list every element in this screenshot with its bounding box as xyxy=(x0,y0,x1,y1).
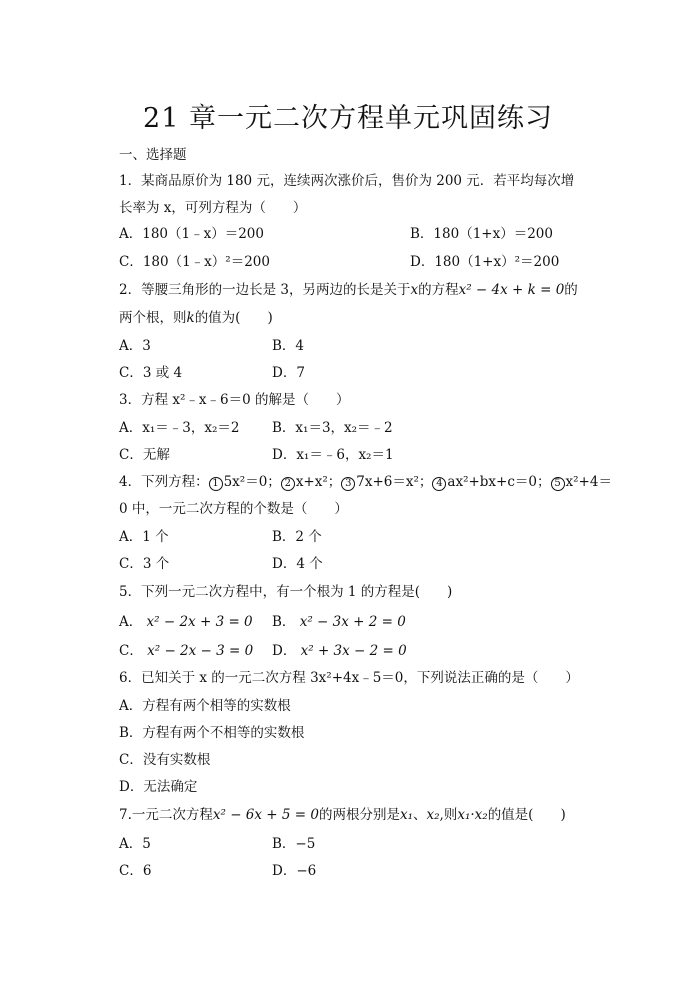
q3-stem: 3．方程 x²﹣x﹣6＝0 的解是（ ） xyxy=(119,392,350,408)
q2-option-a: A．3 xyxy=(119,338,151,354)
q2-stem-line1 xyxy=(119,281,578,299)
q4-stem-text: 4．下列方程： xyxy=(119,474,209,490)
q5-option-label: B． xyxy=(272,614,296,630)
q2-stem-text: 的方程 xyxy=(418,282,459,298)
q7-option-a: A．5 xyxy=(119,836,151,852)
q7-stem xyxy=(119,806,566,824)
q7-stem-text: 7.一元二次方程 xyxy=(119,807,213,823)
q5-option-d xyxy=(272,642,407,660)
q7-option-d: D．−6 xyxy=(272,863,317,879)
q5-option-a-equation: x² − 2x + 3 = 0 xyxy=(146,614,253,630)
section-heading: 一、选择题 xyxy=(119,147,187,163)
circled-number-3: 3 xyxy=(341,477,355,491)
q2-option-d: D．7 xyxy=(272,365,305,381)
q6-option-c: C．没有实数根 xyxy=(119,752,211,768)
page-title: 21 章一元二次方程单元巩固练习 xyxy=(143,103,553,134)
q5-option-d-equation: x² + 3x − 2 = 0 xyxy=(300,643,407,659)
q6-stem: 6．已知关于 x 的一元二次方程 3x²+4x﹣5＝0，下列说法正确的是（ ） xyxy=(119,670,579,686)
circled-number-1: 1 xyxy=(209,477,223,491)
q6-option-a: A．方程有两个相等的实数根 xyxy=(119,698,291,714)
q1-option-c: C．180（1﹣x）²＝200 xyxy=(119,254,270,270)
q7-product: x₁·x₂ xyxy=(457,807,488,823)
q4-option-d: D．4 个 xyxy=(272,556,323,572)
q5-option-c xyxy=(119,642,253,660)
q3-option-d: D．x₁＝﹣6，x₂＝1 xyxy=(272,447,394,463)
q5-option-b xyxy=(272,613,406,631)
q7-stem-text: ,则 xyxy=(439,807,458,823)
q1-stem-line2: 长率为 x，可列方程为（ ） xyxy=(119,200,307,216)
q2-option-b: B．4 xyxy=(272,338,305,354)
q5-option-label: D． xyxy=(272,643,297,659)
q1-option-b: B．180（1+x）＝200 xyxy=(410,226,553,242)
q3-option-c: C．无解 xyxy=(119,447,170,463)
q7-option-b: B．−5 xyxy=(272,836,316,852)
q5-option-a xyxy=(119,613,253,631)
q7-stem-text: 的值是( ) xyxy=(487,807,566,823)
q1-option-d: D．180（1+x）²＝200 xyxy=(410,254,560,270)
q2-stem-line2 xyxy=(119,309,273,327)
q7-equation: x² − 6x + 5 = 0 xyxy=(212,807,319,823)
circled-number-2: 2 xyxy=(281,477,295,491)
q2-stem-text: 两个根，则 xyxy=(119,310,187,326)
q7-root-x1: x₁ xyxy=(399,807,414,823)
q5-stem: 5．下列一元二次方程中，有一个根为 1 的方程是( ) xyxy=(119,584,453,600)
q5-option-b-equation: x² − 3x + 2 = 0 xyxy=(299,614,406,630)
q2-var-k: k xyxy=(186,310,195,326)
q4-stem-line2: 0 中，一元二次方程的个数是（ ） xyxy=(119,501,348,517)
q1-option-a: A．180（1﹣x）＝200 xyxy=(119,226,264,242)
q1-stem-line1: 1．某商品原价为 180 元，连续两次涨价后，售价为 200 元．若平均每次增 xyxy=(119,173,575,189)
q4-stem-line1 xyxy=(119,473,612,491)
q5-option-c-equation: x² − 2x − 3 = 0 xyxy=(147,643,254,659)
q7-separator: 、 xyxy=(413,807,427,823)
q7-root-x2: x₂ xyxy=(426,807,440,823)
q3-option-b: B．x₁＝3，x₂＝﹣2 xyxy=(272,420,393,436)
q2-stem-text: 的值为( ) xyxy=(194,310,273,326)
q7-option-c: C．6 xyxy=(119,863,152,879)
q4-equation-5: x²+4＝ xyxy=(565,474,612,490)
q4-option-a: A．1 个 xyxy=(119,529,169,545)
q4-equation-3: 7x+6＝x²； xyxy=(356,474,433,490)
q2-equation: x² − 4x + k = 0 xyxy=(458,282,565,298)
q2-option-c: C．3 或 4 xyxy=(119,365,183,381)
circled-number-4: 4 xyxy=(432,477,446,491)
q2-stem-text: 的 xyxy=(564,282,578,298)
q4-equation-1: 5x²＝0； xyxy=(223,474,281,490)
q4-equation-4: ax²+bx+c＝0； xyxy=(447,474,551,490)
circled-number-5: 5 xyxy=(551,477,565,491)
q4-equation-2: x+x²； xyxy=(295,474,342,490)
q3-option-a: A．x₁＝﹣3，x₂＝2 xyxy=(119,420,240,436)
q4-option-b: B．2 个 xyxy=(272,529,322,545)
q2-var-x: x xyxy=(410,282,419,298)
q6-option-b: B．方程有两个不相等的实数根 xyxy=(119,725,305,741)
q5-option-label: A． xyxy=(119,614,143,630)
q4-option-c: C．3 个 xyxy=(119,556,170,572)
q2-stem-text: 2．等腰三角形的一边长是 3，另两边的长是关于 xyxy=(119,282,411,298)
q6-option-d: D．无法确定 xyxy=(119,779,198,795)
q5-option-label: C． xyxy=(119,643,143,659)
q7-stem-text: 的两根分别是 xyxy=(318,807,400,823)
